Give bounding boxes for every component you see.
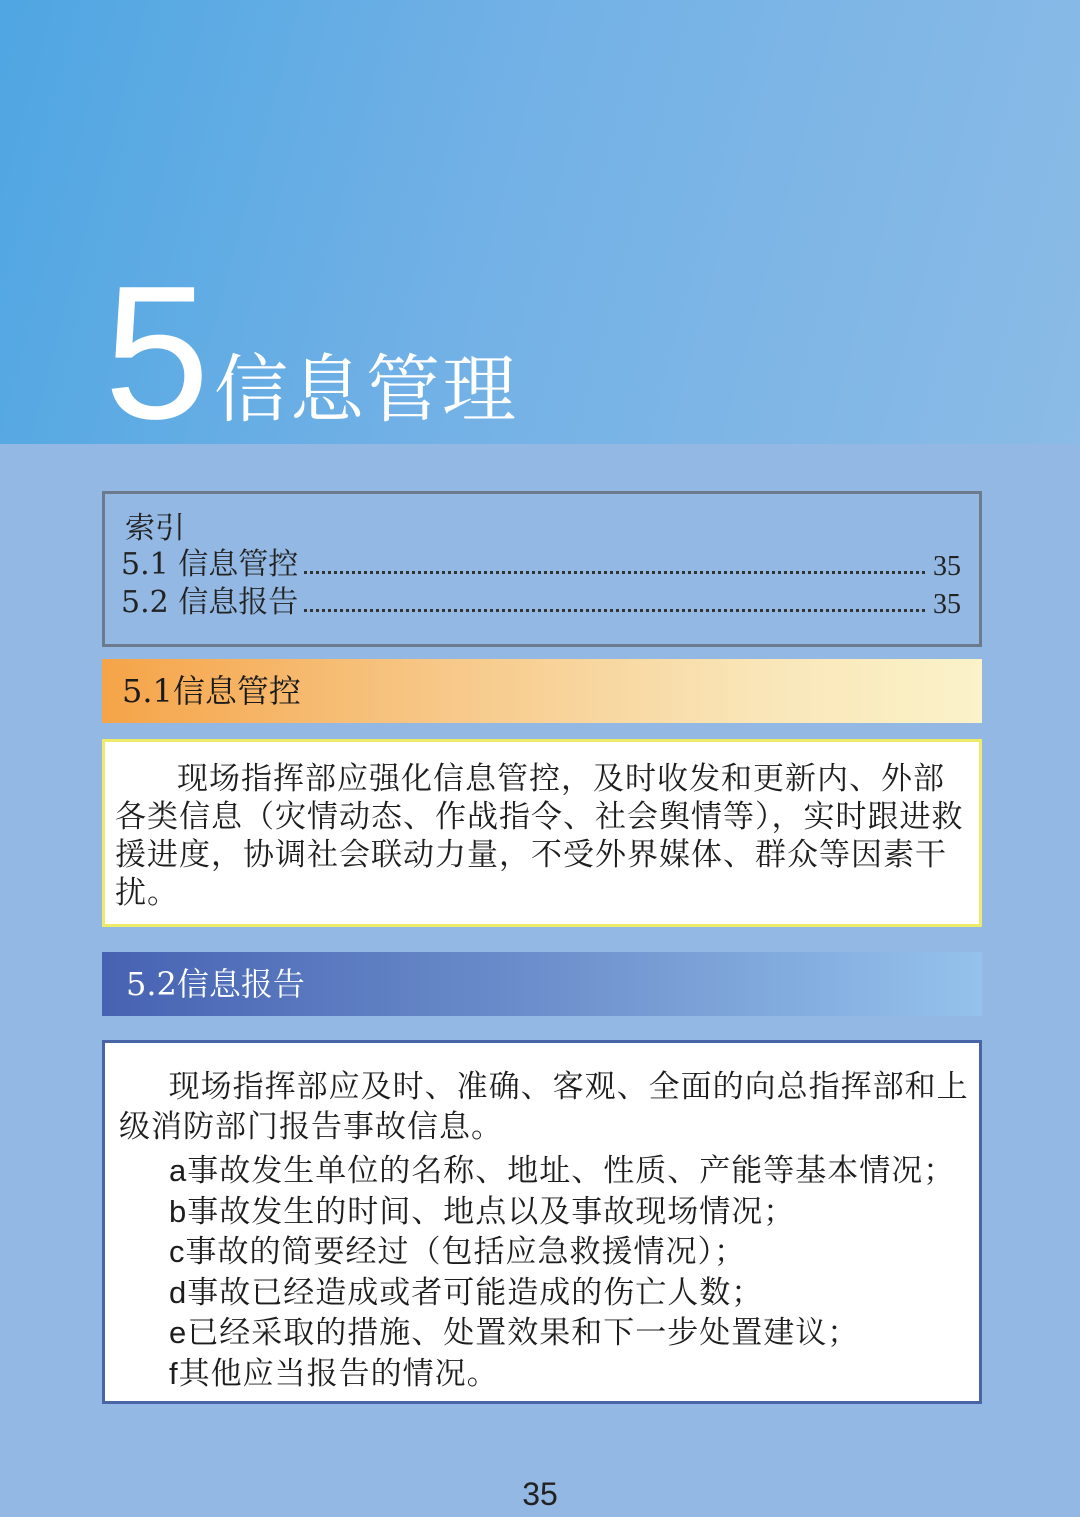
section-1-content-box <box>102 739 982 927</box>
index-leader-dots <box>304 570 925 574</box>
list-item-marker: b <box>169 1193 188 1229</box>
chapter-title: 信息管理 <box>214 347 518 433</box>
list-item-marker: e <box>169 1315 188 1350</box>
list-item-marker: f <box>169 1355 179 1391</box>
section-1-heading-bar <box>102 659 982 723</box>
list-item-text: 事故已经造成或者可能造成的伤亡人数； <box>187 1274 764 1311</box>
list-item-marker: a <box>169 1153 188 1188</box>
index-entry-label: 5.2 信息报告 <box>121 585 299 620</box>
section-1-heading: 5.1信息管控 <box>122 672 301 710</box>
section-2-heading-bar <box>102 952 982 1016</box>
chapter-number: 5 <box>104 247 210 459</box>
index-entry-page: 35 <box>933 551 961 582</box>
index-box <box>102 491 982 647</box>
index-leader-dots <box>304 608 925 612</box>
index-entry-label: 5.1 信息管控 <box>121 547 299 582</box>
list-item <box>169 1313 955 1354</box>
list-item <box>169 1232 955 1273</box>
section-2-heading: 5.2信息报告 <box>126 965 305 1003</box>
list-item <box>169 1151 955 1192</box>
list-item-text: 事故发生单位的名称、地址、性质、产能等基本情况； <box>187 1153 956 1189</box>
index-entry-page: 35 <box>933 589 961 620</box>
list-item-text: 事故的简要经过（包括应急救援情况）； <box>185 1234 746 1270</box>
section-2-intro: 现场指挥部应及时、准确、客观、全面的向总指挥部和上级消防部门报告事故信息。 <box>119 1069 969 1145</box>
index-entry-5-1[interactable] <box>121 546 961 582</box>
list-item-marker: c <box>169 1234 186 1269</box>
chapter-header <box>0 0 1080 459</box>
index-entry-5-2[interactable] <box>121 584 961 620</box>
list-item-text: 其他应当报告的情况。 <box>178 1355 499 1392</box>
list-item-marker: d <box>169 1274 188 1310</box>
section-2-content-box <box>102 1040 982 1404</box>
index-title: 索引 <box>125 511 185 546</box>
list-item <box>169 1354 955 1395</box>
list-item-text: 已经采取的措施、处置效果和下一步处置建议； <box>187 1315 860 1351</box>
list-item-text: 事故发生的时间、地点以及事故现场情况； <box>187 1193 796 1230</box>
list-item <box>169 1192 955 1233</box>
section-1-body: 现场指挥部应强化信息管控，及时收发和更新内、外部各类信息（灾情动态、作战指令、社会舆情等），实时跟进救援进度，协调社会联动力量，不受外界媒体、群众等因素干扰。 <box>115 761 964 911</box>
list-item <box>169 1273 955 1314</box>
report-items-list <box>169 1151 955 1394</box>
page-number: 35 <box>522 1476 558 1512</box>
